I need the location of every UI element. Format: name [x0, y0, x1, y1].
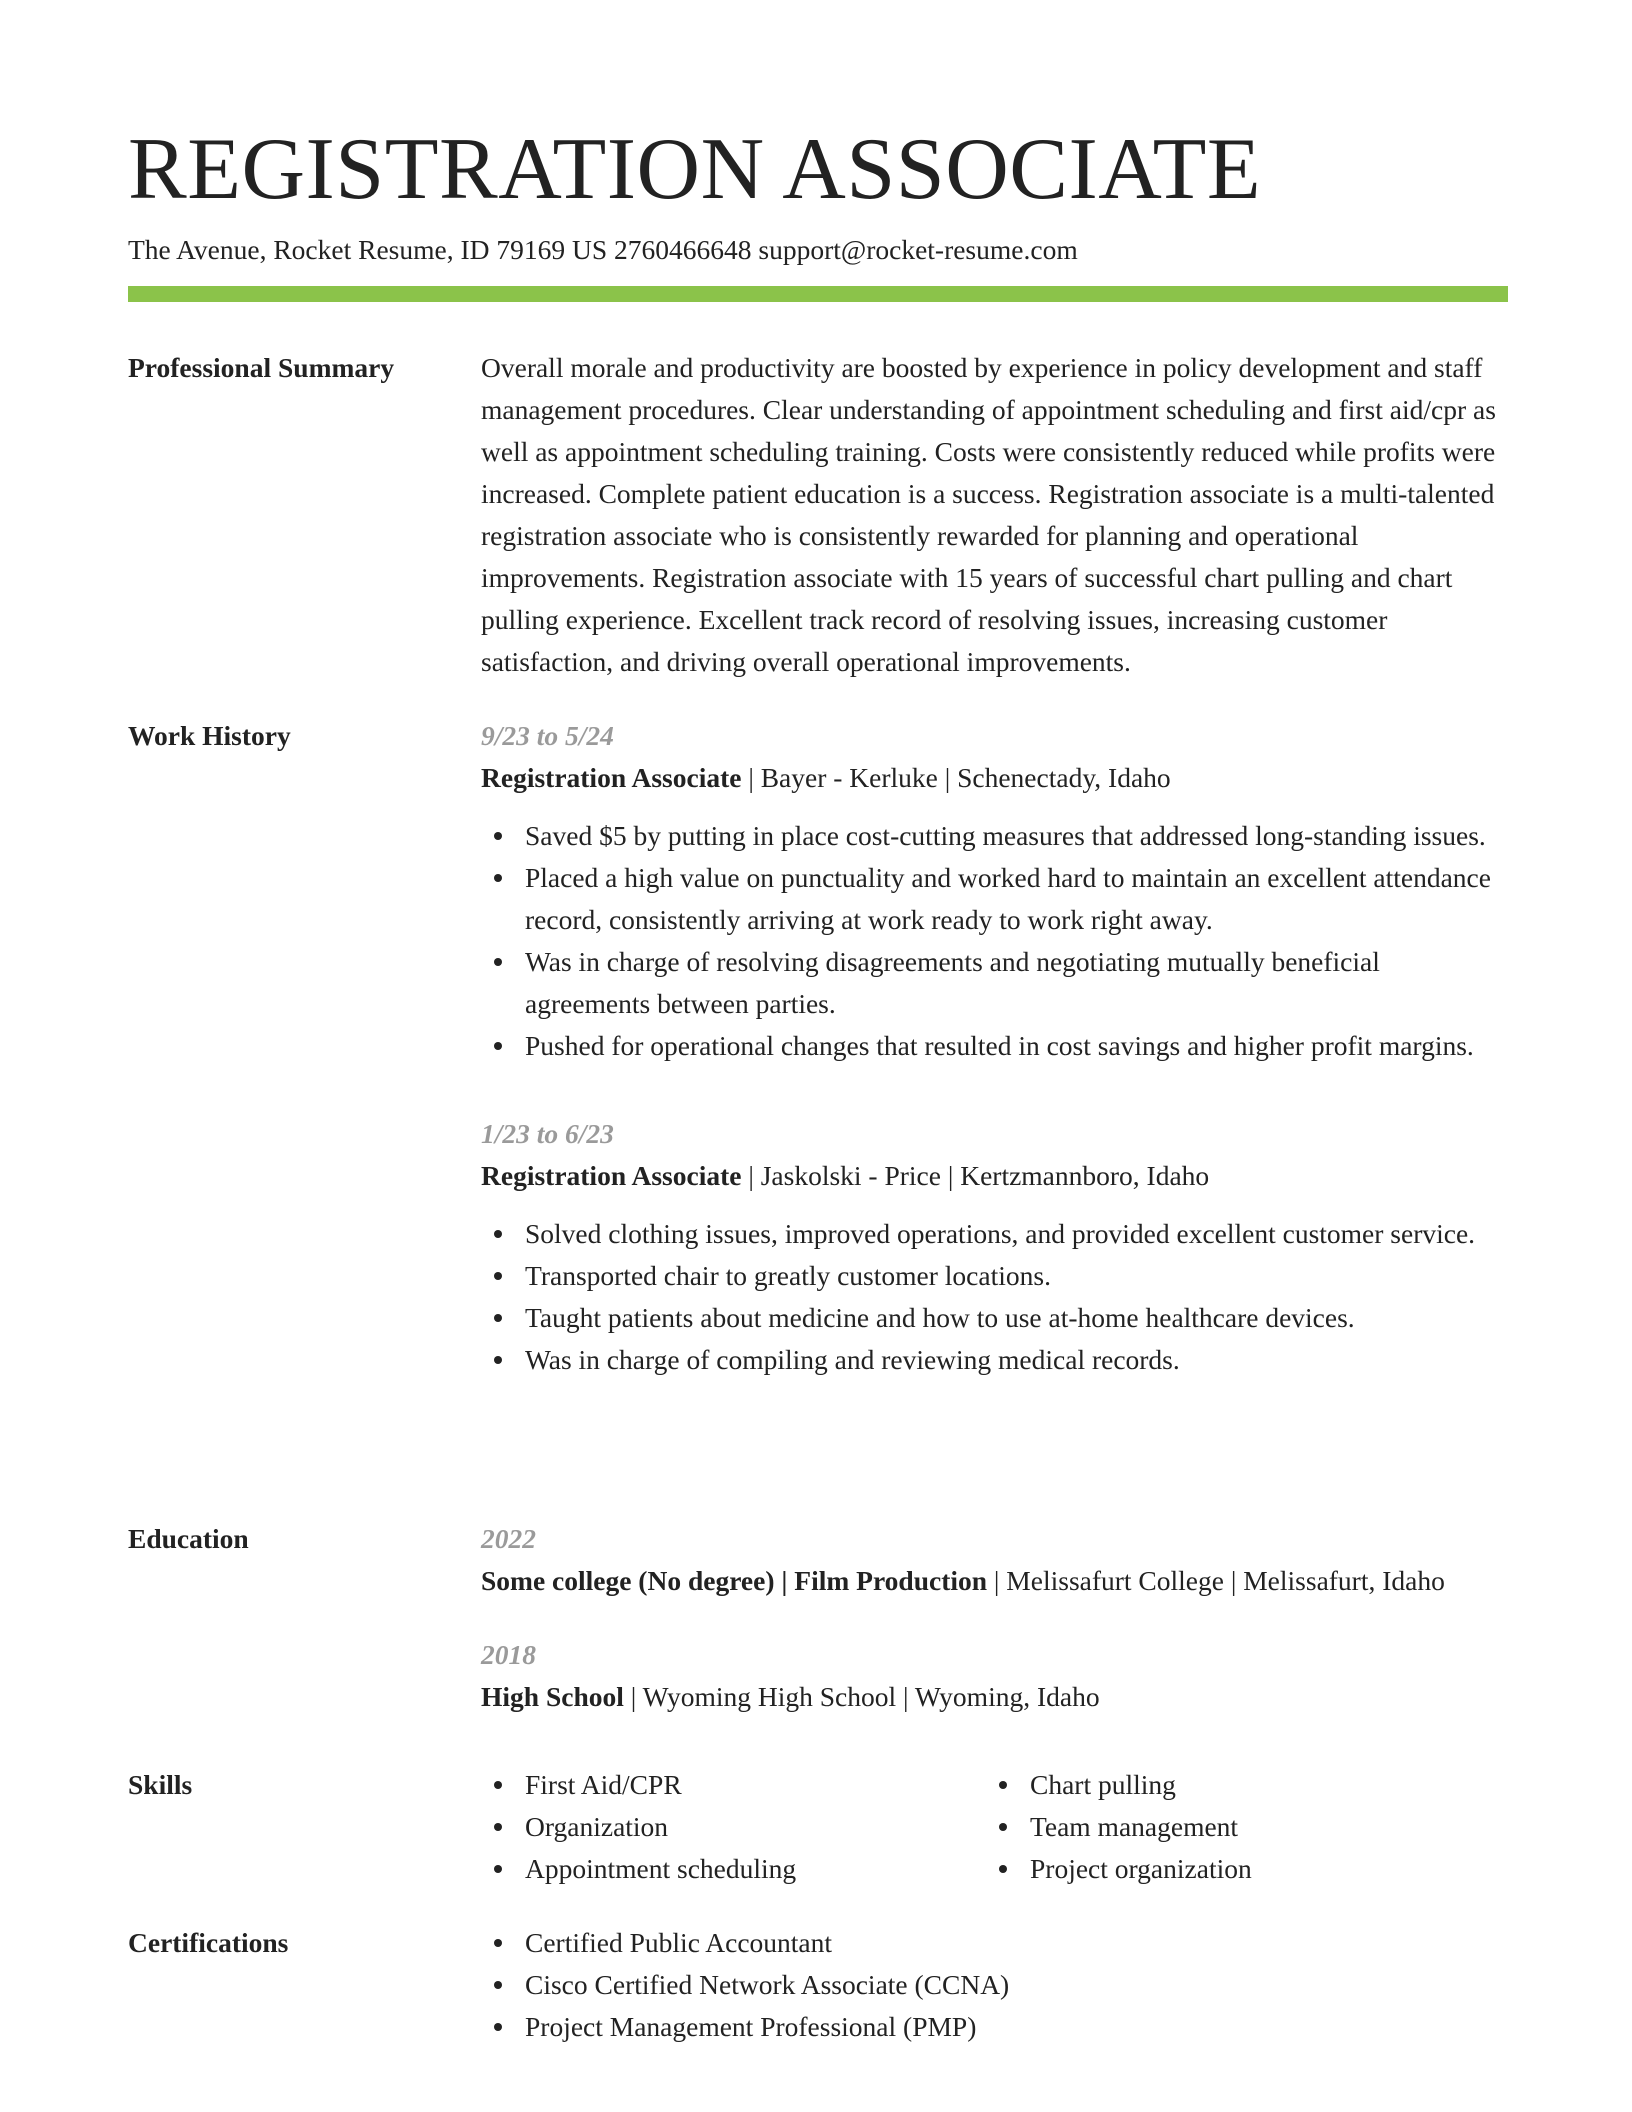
job-entry: [481, 715, 1508, 1067]
job-details: | Jaskolski - Price | Kertzmannboro, Idaho: [741, 1160, 1210, 1191]
summary-text: Overall morale and productivity are boosted by experience in policy development and staff management procedures. Clear understanding of appointment scheduling and first aid/cpr as well as appointment scheduling training. Costs were consistently reduced while profits were increased. Complete patient education is a success. Registration associate is a multi-talented registration associate who is consistently rewarded for planning and operational improvements. Registration associate with 15 years of successful chart pulling and chart pulling experience. Excellent track record of resolving issues, increasing customer satisfaction, and driving overall operational improvements.: [481, 352, 1496, 677]
certifications-heading: Certifications: [128, 1927, 289, 1958]
skill-item: Appointment scheduling: [481, 1848, 986, 1890]
job-title: Registration Associate: [481, 1160, 742, 1191]
job-entry: [481, 1113, 1508, 1381]
list-item: Was in charge of resolving disagreements and negotiating mutually beneficial agreements between parties.: [481, 941, 1508, 1025]
skills-heading: Skills: [128, 1769, 193, 1800]
summary-heading: Professional Summary: [128, 352, 395, 383]
work-heading: Work History: [128, 720, 291, 751]
certification-item: Cisco Certified Network Associate (CCNA): [481, 1964, 1508, 2006]
skill-item: Project organization: [986, 1848, 1491, 1890]
education-body: [481, 1518, 1508, 1718]
list-item: Transported chair to greatly customer locations.: [481, 1255, 1508, 1297]
education-heading: Education: [128, 1523, 249, 1554]
list-item: Placed a high value on punctuality and worked hard to maintain an excellent attendance record, consistently arriving at work ready to work right away.: [481, 857, 1508, 941]
job-role-line: [481, 757, 1508, 799]
job-dates: 9/23 to 5/24: [481, 720, 614, 751]
education-details: | Melissafurt College | Melissafurt, Idaho: [987, 1565, 1445, 1596]
skills-column: [986, 1764, 1491, 1890]
skill-item: First Aid/CPR: [481, 1764, 986, 1806]
certifications-list: [481, 1922, 1508, 2048]
job-role-line: [481, 1155, 1508, 1197]
skills-column: [481, 1764, 986, 1890]
contact-line: The Avenue, Rocket Resume, ID 79169 US 2760466648 support@rocket-resume.com: [128, 234, 1078, 265]
education-degree: High School: [481, 1681, 624, 1712]
education-line: [481, 1560, 1508, 1602]
skills-body: [481, 1764, 1508, 1890]
job-bullets: [481, 1213, 1508, 1381]
skill-item: Chart pulling: [986, 1764, 1491, 1806]
list-item: Solved clothing issues, improved operations, and provided excellent customer service.: [481, 1213, 1508, 1255]
spacer: [481, 1067, 1508, 1113]
certification-item: Project Management Professional (PMP): [481, 2006, 1508, 2048]
education-line: [481, 1676, 1508, 1718]
education-year: 2022: [481, 1523, 536, 1554]
job-details: | Bayer - Kerluke | Schenectady, Idaho: [741, 762, 1171, 793]
job-title: Registration Associate: [481, 762, 742, 793]
list-item: Pushed for operational changes that resulted in cost savings and higher profit margins.: [481, 1025, 1508, 1067]
certification-item: Certified Public Accountant: [481, 1922, 1508, 1964]
job-bullets: [481, 815, 1508, 1067]
spacer: [481, 1602, 1508, 1634]
skill-item: Organization: [481, 1806, 986, 1848]
education-details: | Wyoming High School | Wyoming, Idaho: [623, 1681, 1100, 1712]
resume-title: REGISTRATION ASSOCIATE: [128, 121, 1262, 218]
education-year: 2018: [481, 1639, 536, 1670]
skill-item: Team management: [986, 1806, 1491, 1848]
list-item: Was in charge of compiling and reviewing medical records.: [481, 1339, 1508, 1381]
list-item: Saved $5 by putting in place cost-cutting measures that addressed long-standing issues.: [481, 815, 1508, 857]
list-item: Taught patients about medicine and how to use at-home healthcare devices.: [481, 1297, 1508, 1339]
job-dates: 1/23 to 6/23: [481, 1118, 614, 1149]
accent-divider: [128, 286, 1508, 302]
certifications-body: [481, 1922, 1508, 2048]
work-body: [481, 715, 1508, 1381]
education-degree: Some college (No degree) | Film Production: [481, 1565, 988, 1596]
